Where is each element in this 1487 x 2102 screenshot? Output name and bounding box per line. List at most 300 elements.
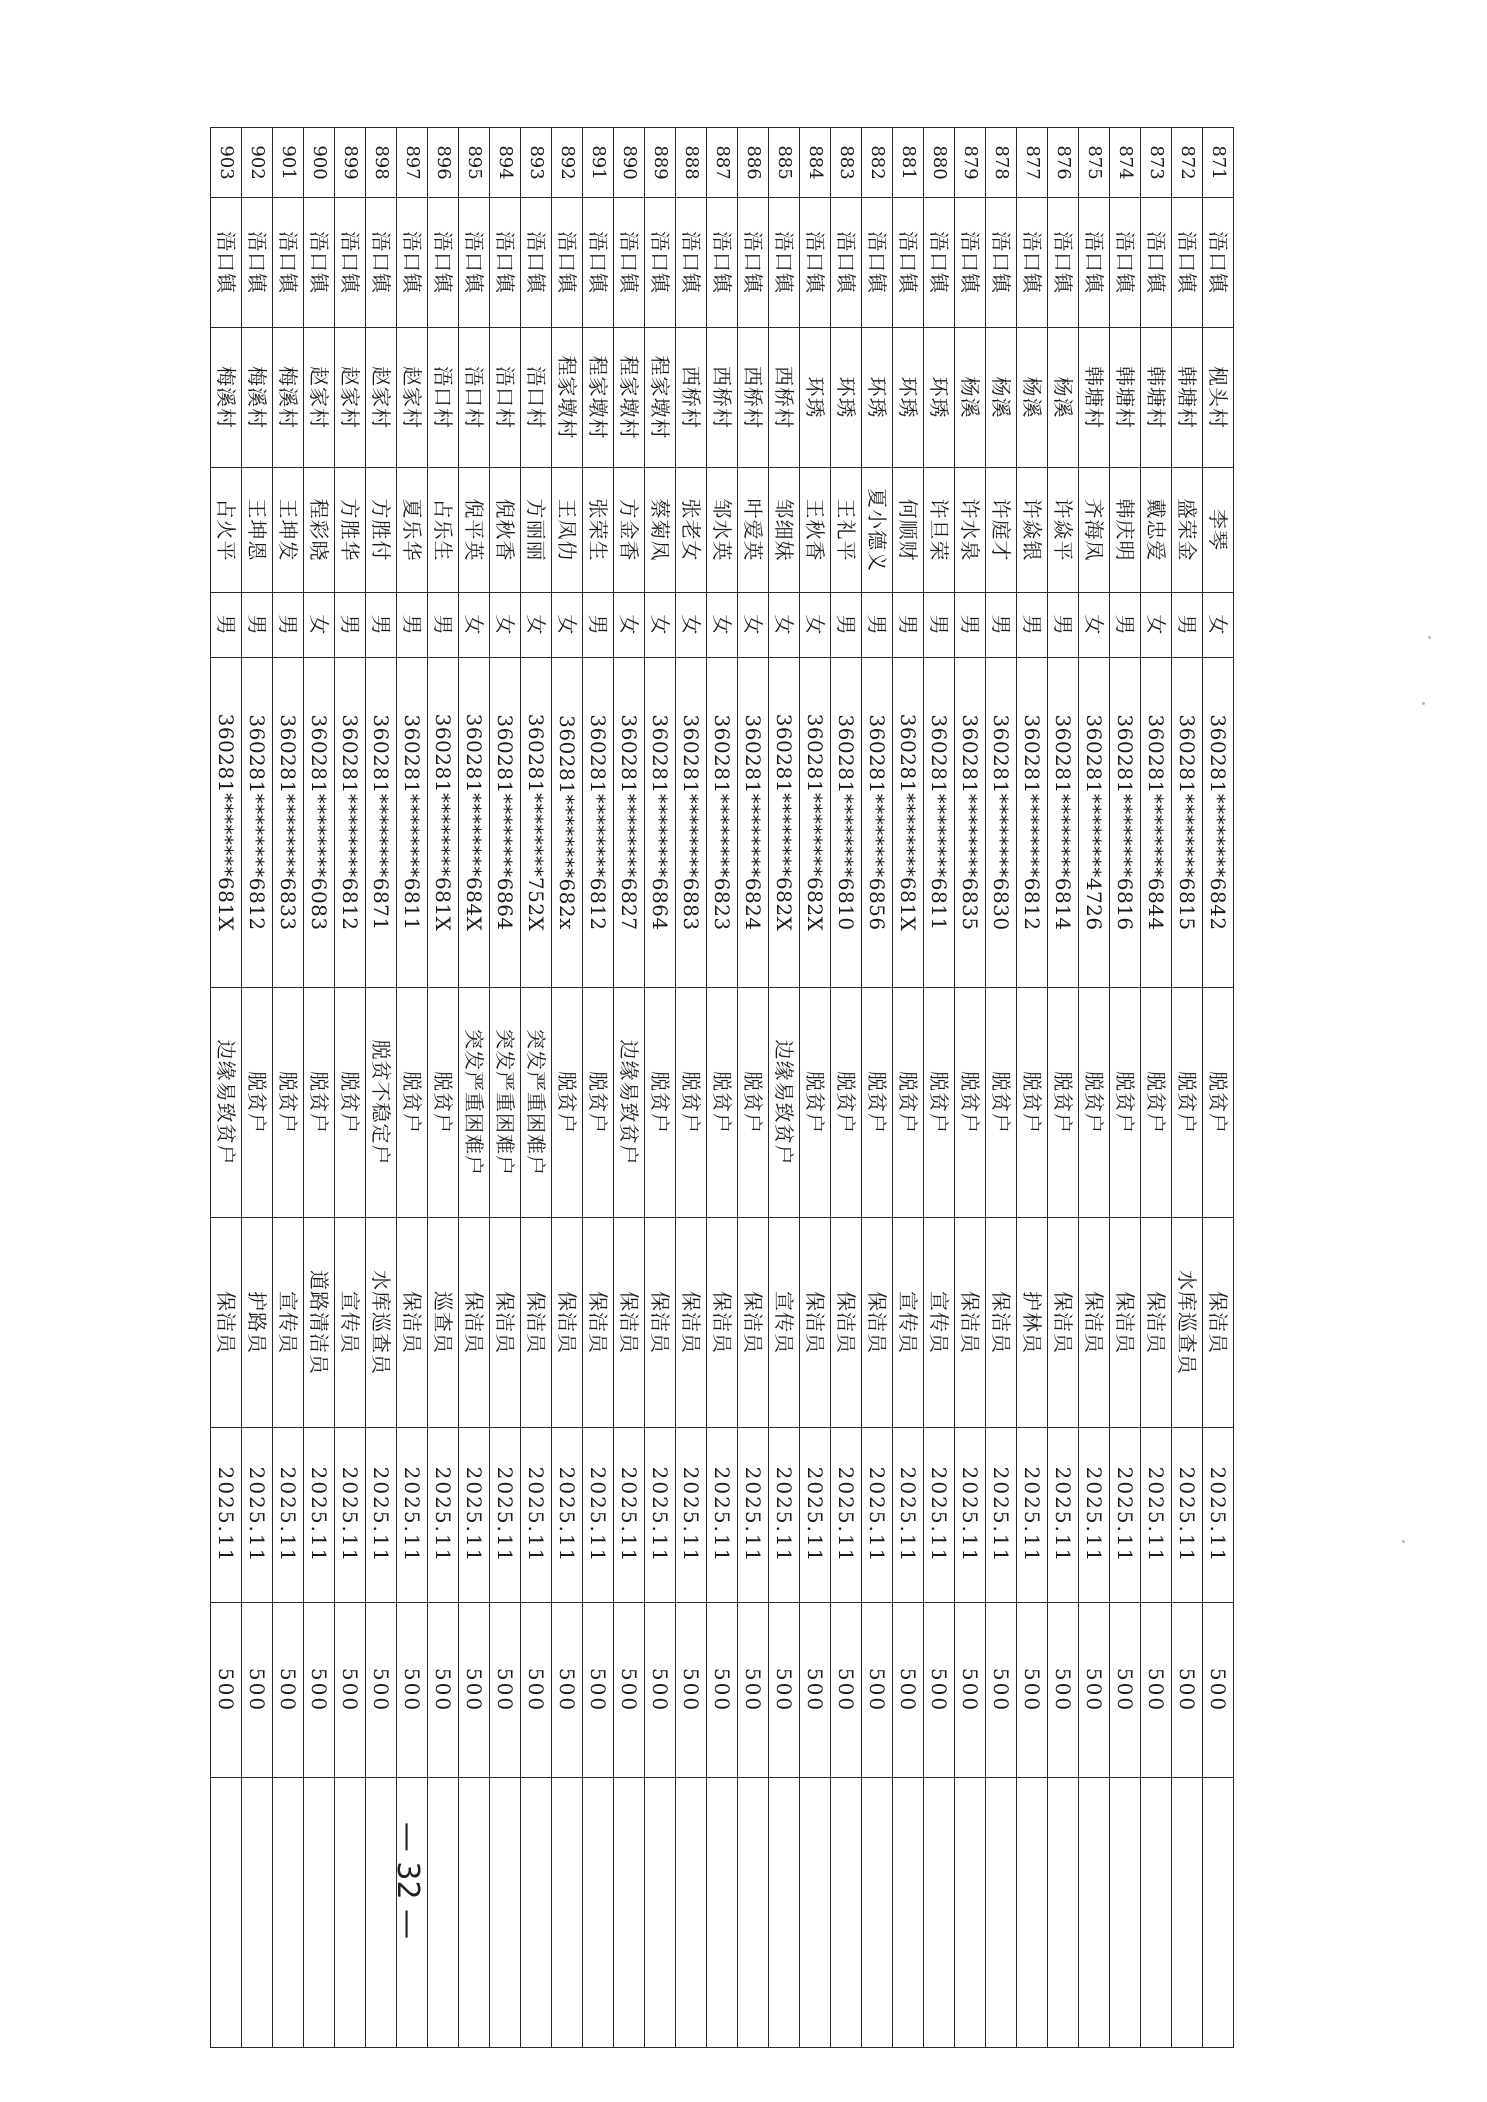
cell-amount: 500 bbox=[366, 1603, 397, 1778]
cell-sex: 男 bbox=[1017, 593, 1048, 658]
table-row bbox=[242, 128, 273, 2048]
cell-town: 浯口镇 bbox=[490, 198, 521, 328]
rotated-table-wrapper bbox=[214, 127, 1234, 2047]
table-row bbox=[521, 128, 552, 2048]
cell-note bbox=[769, 1778, 800, 2048]
cell-name: 王凤仂 bbox=[552, 468, 583, 593]
cell-post: 保洁员 bbox=[490, 1218, 521, 1428]
cell-name: 方胜付 bbox=[366, 468, 397, 593]
cell-note bbox=[459, 1778, 490, 2048]
cell-town: 浯口镇 bbox=[366, 198, 397, 328]
cell-village: 西桥村 bbox=[707, 328, 738, 468]
cell-serial-no: 888 bbox=[676, 128, 707, 198]
cell-sex: 男 bbox=[428, 593, 459, 658]
cell-post: 护林员 bbox=[1017, 1218, 1048, 1428]
cell-name: 何顺财 bbox=[893, 468, 924, 593]
cell-period: 2025.11 bbox=[986, 1428, 1017, 1603]
cell-village: 梅溪村 bbox=[211, 328, 242, 468]
cell-sex: 女 bbox=[521, 593, 552, 658]
cell-serial-no: 877 bbox=[1017, 128, 1048, 198]
cell-serial-no: 903 bbox=[211, 128, 242, 198]
cell-household-type: 脱贫户 bbox=[831, 988, 862, 1218]
table-row bbox=[273, 128, 304, 2048]
cell-amount: 500 bbox=[707, 1603, 738, 1778]
cell-sex: 男 bbox=[893, 593, 924, 658]
cell-household-type: 脱贫户 bbox=[397, 988, 428, 1218]
cell-serial-no: 895 bbox=[459, 128, 490, 198]
cell-amount: 500 bbox=[490, 1603, 521, 1778]
cell-village: 程家墩村 bbox=[614, 328, 645, 468]
cell-name: 占火平 bbox=[211, 468, 242, 593]
cell-household-type: 脱贫户 bbox=[242, 988, 273, 1218]
cell-town: 浯口镇 bbox=[1110, 198, 1141, 328]
cell-sex: 男 bbox=[924, 593, 955, 658]
cell-sex: 男 bbox=[273, 593, 304, 658]
cell-town: 浯口镇 bbox=[707, 198, 738, 328]
cell-amount: 500 bbox=[893, 1603, 924, 1778]
cell-post: 保洁员 bbox=[645, 1218, 676, 1428]
cell-town: 浯口镇 bbox=[831, 198, 862, 328]
cell-household-type: 边缘易致贫户 bbox=[769, 988, 800, 1218]
cell-amount: 500 bbox=[1141, 1603, 1172, 1778]
cell-village: 浯口村 bbox=[490, 328, 521, 468]
table-row bbox=[986, 128, 1017, 2048]
cell-name: 方丽丽 bbox=[521, 468, 552, 593]
cell-amount: 500 bbox=[955, 1603, 986, 1778]
cell-period: 2025.11 bbox=[1172, 1428, 1203, 1603]
cell-post: 保洁员 bbox=[1203, 1218, 1234, 1428]
cell-id-number: 360281********6824 bbox=[738, 658, 769, 988]
cell-sex: 女 bbox=[800, 593, 831, 658]
cell-serial-no: 871 bbox=[1203, 128, 1234, 198]
cell-town: 浯口镇 bbox=[645, 198, 676, 328]
cell-note bbox=[614, 1778, 645, 2048]
table-row bbox=[1141, 128, 1172, 2048]
cell-note bbox=[242, 1778, 273, 2048]
cell-serial-no: 884 bbox=[800, 128, 831, 198]
cell-sex: 男 bbox=[955, 593, 986, 658]
cell-id-number: 360281********6083 bbox=[304, 658, 335, 988]
cell-sex: 男 bbox=[1172, 593, 1203, 658]
cell-name: 许焱银 bbox=[1017, 468, 1048, 593]
cell-period: 2025.11 bbox=[242, 1428, 273, 1603]
table-row bbox=[1203, 128, 1234, 2048]
cell-id-number: 360281********6833 bbox=[273, 658, 304, 988]
cell-period: 2025.11 bbox=[521, 1428, 552, 1603]
cell-note bbox=[490, 1778, 521, 2048]
cell-town: 浯口镇 bbox=[986, 198, 1017, 328]
cell-village: 环琇 bbox=[893, 328, 924, 468]
cell-town: 浯口镇 bbox=[1141, 198, 1172, 328]
cell-post: 宣传员 bbox=[769, 1218, 800, 1428]
cell-post: 保洁员 bbox=[614, 1218, 645, 1428]
cell-note bbox=[707, 1778, 738, 2048]
cell-period: 2025.11 bbox=[924, 1428, 955, 1603]
cell-note bbox=[304, 1778, 335, 2048]
cell-note bbox=[862, 1778, 893, 2048]
cell-note bbox=[521, 1778, 552, 2048]
cell-note bbox=[1110, 1778, 1141, 2048]
cell-amount: 500 bbox=[1017, 1603, 1048, 1778]
cell-id-number: 360281********6814 bbox=[1048, 658, 1079, 988]
cell-period: 2025.11 bbox=[738, 1428, 769, 1603]
cell-household-type: 脱贫户 bbox=[800, 988, 831, 1218]
cell-amount: 500 bbox=[304, 1603, 335, 1778]
cell-amount: 500 bbox=[428, 1603, 459, 1778]
cell-sex: 女 bbox=[769, 593, 800, 658]
cell-amount: 500 bbox=[335, 1603, 366, 1778]
cell-town: 浯口镇 bbox=[893, 198, 924, 328]
cell-serial-no: 897 bbox=[397, 128, 428, 198]
cell-id-number: 360281********6883 bbox=[676, 658, 707, 988]
cell-amount: 500 bbox=[924, 1603, 955, 1778]
table-row bbox=[924, 128, 955, 2048]
cell-sex: 女 bbox=[490, 593, 521, 658]
cell-town: 浯口镇 bbox=[1172, 198, 1203, 328]
cell-period: 2025.11 bbox=[614, 1428, 645, 1603]
cell-post: 宣传员 bbox=[893, 1218, 924, 1428]
cell-household-type: 脱贫不稳定户 bbox=[366, 988, 397, 1218]
cell-town: 浯口镇 bbox=[552, 198, 583, 328]
cell-town: 浯口镇 bbox=[955, 198, 986, 328]
cell-period: 2025.11 bbox=[552, 1428, 583, 1603]
cell-note bbox=[1203, 1778, 1234, 2048]
cell-amount: 500 bbox=[769, 1603, 800, 1778]
cell-name: 许庭才 bbox=[986, 468, 1017, 593]
cell-id-number: 360281********682X bbox=[769, 658, 800, 988]
cell-village: 程家墩村 bbox=[583, 328, 614, 468]
cell-town: 浯口镇 bbox=[1203, 198, 1234, 328]
cell-household-type: 脱贫户 bbox=[1141, 988, 1172, 1218]
cell-amount: 500 bbox=[1203, 1603, 1234, 1778]
cell-amount: 500 bbox=[738, 1603, 769, 1778]
cell-village: 韩塘村 bbox=[1141, 328, 1172, 468]
cell-household-type: 脱贫户 bbox=[738, 988, 769, 1218]
cell-amount: 500 bbox=[397, 1603, 428, 1778]
cell-post: 保洁员 bbox=[211, 1218, 242, 1428]
cell-id-number: 360281********682X bbox=[800, 658, 831, 988]
cell-household-type: 脱贫户 bbox=[1079, 988, 1110, 1218]
cell-period: 2025.11 bbox=[1203, 1428, 1234, 1603]
cell-household-type: 脱贫户 bbox=[1203, 988, 1234, 1218]
cell-sex: 男 bbox=[583, 593, 614, 658]
cell-note bbox=[583, 1778, 614, 2048]
cell-note bbox=[955, 1778, 986, 2048]
cell-town: 浯口镇 bbox=[459, 198, 490, 328]
cell-name: 王礼平 bbox=[831, 468, 862, 593]
cell-serial-no: 878 bbox=[986, 128, 1017, 198]
cell-sex: 男 bbox=[335, 593, 366, 658]
cell-village: 西桥村 bbox=[769, 328, 800, 468]
cell-period: 2025.11 bbox=[490, 1428, 521, 1603]
table-row bbox=[893, 128, 924, 2048]
cell-sex: 男 bbox=[242, 593, 273, 658]
cell-household-type: 脱贫户 bbox=[1048, 988, 1079, 1218]
table-row bbox=[397, 128, 428, 2048]
cell-sex: 女 bbox=[304, 593, 335, 658]
cell-post: 保洁员 bbox=[986, 1218, 1017, 1428]
cell-household-type: 脱贫户 bbox=[428, 988, 459, 1218]
cell-name: 张荣生 bbox=[583, 468, 614, 593]
cell-amount: 500 bbox=[1172, 1603, 1203, 1778]
cell-town: 浯口镇 bbox=[769, 198, 800, 328]
cell-period: 2025.11 bbox=[800, 1428, 831, 1603]
table-row bbox=[676, 128, 707, 2048]
cell-household-type: 脱贫户 bbox=[986, 988, 1017, 1218]
cell-period: 2025.11 bbox=[428, 1428, 459, 1603]
cell-period: 2025.11 bbox=[273, 1428, 304, 1603]
cell-name: 占乐生 bbox=[428, 468, 459, 593]
cell-village: 杨溪 bbox=[1017, 328, 1048, 468]
cell-town: 浯口镇 bbox=[242, 198, 273, 328]
cell-note bbox=[1048, 1778, 1079, 2048]
cell-serial-no: 882 bbox=[862, 128, 893, 198]
cell-household-type: 脱贫户 bbox=[583, 988, 614, 1218]
subsidy-roster-table bbox=[210, 127, 1234, 2048]
cell-village: 赵家村 bbox=[335, 328, 366, 468]
cell-period: 2025.11 bbox=[645, 1428, 676, 1603]
table-row bbox=[862, 128, 893, 2048]
cell-period: 2025.11 bbox=[397, 1428, 428, 1603]
cell-sex: 男 bbox=[862, 593, 893, 658]
cell-id-number: 360281********6871 bbox=[366, 658, 397, 988]
table-row bbox=[645, 128, 676, 2048]
cell-post: 保洁员 bbox=[459, 1218, 490, 1428]
cell-id-number: 360281********6835 bbox=[955, 658, 986, 988]
cell-post: 巡查员 bbox=[428, 1218, 459, 1428]
cell-serial-no: 873 bbox=[1141, 128, 1172, 198]
cell-household-type: 边缘易致贫户 bbox=[211, 988, 242, 1218]
table-row bbox=[1017, 128, 1048, 2048]
cell-village: 浯口村 bbox=[459, 328, 490, 468]
cell-period: 2025.11 bbox=[459, 1428, 490, 1603]
cell-period: 2025.11 bbox=[335, 1428, 366, 1603]
cell-town: 浯口镇 bbox=[738, 198, 769, 328]
cell-post: 宣传员 bbox=[335, 1218, 366, 1428]
table-row bbox=[459, 128, 490, 2048]
cell-serial-no: 901 bbox=[273, 128, 304, 198]
cell-id-number: 360281********6844 bbox=[1141, 658, 1172, 988]
cell-period: 2025.11 bbox=[1048, 1428, 1079, 1603]
cell-household-type: 脱贫户 bbox=[304, 988, 335, 1218]
cell-note bbox=[335, 1778, 366, 2048]
cell-amount: 500 bbox=[831, 1603, 862, 1778]
cell-period: 2025.11 bbox=[211, 1428, 242, 1603]
cell-town: 浯口镇 bbox=[800, 198, 831, 328]
cell-id-number: 360281********6864 bbox=[490, 658, 521, 988]
cell-village: 西桥村 bbox=[738, 328, 769, 468]
cell-note bbox=[676, 1778, 707, 2048]
cell-name: 叶爱英 bbox=[738, 468, 769, 593]
cell-serial-no: 900 bbox=[304, 128, 335, 198]
table-row bbox=[738, 128, 769, 2048]
scan-speck bbox=[1402, 1540, 1405, 1543]
table-region bbox=[214, 127, 1234, 2047]
cell-amount: 500 bbox=[800, 1603, 831, 1778]
cell-town: 浯口镇 bbox=[924, 198, 955, 328]
cell-amount: 500 bbox=[459, 1603, 490, 1778]
cell-serial-no: 885 bbox=[769, 128, 800, 198]
cell-note bbox=[738, 1778, 769, 2048]
cell-note bbox=[893, 1778, 924, 2048]
cell-serial-no: 898 bbox=[366, 128, 397, 198]
scan-speck bbox=[1422, 702, 1425, 705]
cell-name: 戴忠爱 bbox=[1141, 468, 1172, 593]
cell-id-number: 360281********681X bbox=[893, 658, 924, 988]
cell-village: 环琇 bbox=[831, 328, 862, 468]
cell-sex: 女 bbox=[1203, 593, 1234, 658]
cell-name: 倪平英 bbox=[459, 468, 490, 593]
cell-village: 梅溪村 bbox=[242, 328, 273, 468]
cell-period: 2025.11 bbox=[862, 1428, 893, 1603]
table-row bbox=[552, 128, 583, 2048]
cell-town: 浯口镇 bbox=[862, 198, 893, 328]
cell-sex: 男 bbox=[986, 593, 1017, 658]
cell-post: 保洁员 bbox=[676, 1218, 707, 1428]
cell-serial-no: 890 bbox=[614, 128, 645, 198]
cell-serial-no: 875 bbox=[1079, 128, 1110, 198]
cell-name: 盛荣金 bbox=[1172, 468, 1203, 593]
cell-town: 浯口镇 bbox=[335, 198, 366, 328]
cell-serial-no: 892 bbox=[552, 128, 583, 198]
cell-serial-no: 886 bbox=[738, 128, 769, 198]
cell-household-type: 脱贫户 bbox=[862, 988, 893, 1218]
cell-name: 蔡菊凤 bbox=[645, 468, 676, 593]
table-row bbox=[583, 128, 614, 2048]
cell-id-number: 360281********684X bbox=[459, 658, 490, 988]
cell-post: 保洁员 bbox=[1048, 1218, 1079, 1428]
cell-note bbox=[1079, 1778, 1110, 2048]
cell-sex: 男 bbox=[831, 593, 862, 658]
cell-post: 护路员 bbox=[242, 1218, 273, 1428]
table-row bbox=[304, 128, 335, 2048]
cell-note bbox=[1172, 1778, 1203, 2048]
cell-village: 西桥村 bbox=[676, 328, 707, 468]
cell-household-type: 脱贫户 bbox=[335, 988, 366, 1218]
cell-household-type: 脱贫户 bbox=[1172, 988, 1203, 1218]
cell-sex: 女 bbox=[738, 593, 769, 658]
page-number bbox=[368, 1790, 448, 1970]
cell-village: 杨溪 bbox=[986, 328, 1017, 468]
cell-amount: 500 bbox=[645, 1603, 676, 1778]
cell-period: 2025.11 bbox=[583, 1428, 614, 1603]
table-row bbox=[211, 128, 242, 2048]
cell-village: 环琇 bbox=[924, 328, 955, 468]
cell-town: 浯口镇 bbox=[304, 198, 335, 328]
cell-period: 2025.11 bbox=[707, 1428, 738, 1603]
cell-period: 2025.11 bbox=[1017, 1428, 1048, 1603]
table-row bbox=[1048, 128, 1079, 2048]
table-row bbox=[614, 128, 645, 2048]
cell-town: 浯口镇 bbox=[273, 198, 304, 328]
cell-note bbox=[800, 1778, 831, 2048]
cell-period: 2025.11 bbox=[831, 1428, 862, 1603]
cell-village: 韩塘村 bbox=[1172, 328, 1203, 468]
cell-name: 王坤发 bbox=[273, 468, 304, 593]
cell-serial-no: 879 bbox=[955, 128, 986, 198]
cell-period: 2025.11 bbox=[1141, 1428, 1172, 1603]
cell-id-number: 360281********6827 bbox=[614, 658, 645, 988]
cell-serial-no: 880 bbox=[924, 128, 955, 198]
table-row bbox=[366, 128, 397, 2048]
cell-amount: 500 bbox=[1048, 1603, 1079, 1778]
cell-sex: 女 bbox=[614, 593, 645, 658]
cell-name: 夏小德义 bbox=[862, 468, 893, 593]
cell-sex: 女 bbox=[1079, 593, 1110, 658]
cell-name: 方金香 bbox=[614, 468, 645, 593]
cell-post: 道路清洁员 bbox=[304, 1218, 335, 1428]
cell-household-type: 脱贫户 bbox=[273, 988, 304, 1218]
cell-town: 浯口镇 bbox=[614, 198, 645, 328]
cell-period: 2025.11 bbox=[304, 1428, 335, 1603]
cell-sex: 男 bbox=[397, 593, 428, 658]
cell-period: 2025.11 bbox=[366, 1428, 397, 1603]
cell-post: 保洁员 bbox=[1110, 1218, 1141, 1428]
table-row bbox=[335, 128, 366, 2048]
cell-amount: 500 bbox=[273, 1603, 304, 1778]
cell-sex: 女 bbox=[552, 593, 583, 658]
cell-sex: 男 bbox=[366, 593, 397, 658]
cell-post: 保洁员 bbox=[955, 1218, 986, 1428]
table-row bbox=[707, 128, 738, 2048]
cell-note bbox=[924, 1778, 955, 2048]
cell-id-number: 360281********6842 bbox=[1203, 658, 1234, 988]
cell-village: 浯口村 bbox=[428, 328, 459, 468]
table-row bbox=[490, 128, 521, 2048]
cell-serial-no: 874 bbox=[1110, 128, 1141, 198]
cell-post: 水库巡查员 bbox=[366, 1218, 397, 1428]
cell-amount: 500 bbox=[552, 1603, 583, 1778]
cell-village: 赵家村 bbox=[304, 328, 335, 468]
cell-name: 邹水英 bbox=[707, 468, 738, 593]
cell-name: 夏乐华 bbox=[397, 468, 428, 593]
cell-post: 保洁员 bbox=[1079, 1218, 1110, 1428]
cell-id-number: 360281********681X bbox=[428, 658, 459, 988]
cell-name: 方胜华 bbox=[335, 468, 366, 593]
cell-town: 浯口镇 bbox=[1017, 198, 1048, 328]
cell-name: 李琴 bbox=[1203, 468, 1234, 593]
cell-period: 2025.11 bbox=[893, 1428, 924, 1603]
table-row bbox=[769, 128, 800, 2048]
cell-post: 保洁员 bbox=[707, 1218, 738, 1428]
cell-household-type: 脱贫户 bbox=[645, 988, 676, 1218]
cell-sex: 女 bbox=[645, 593, 676, 658]
cell-sex: 男 bbox=[1048, 593, 1079, 658]
cell-household-type: 脱贫户 bbox=[676, 988, 707, 1218]
cell-note bbox=[552, 1778, 583, 2048]
cell-household-type: 脱贫户 bbox=[1110, 988, 1141, 1218]
cell-amount: 500 bbox=[676, 1603, 707, 1778]
cell-post: 宣传员 bbox=[924, 1218, 955, 1428]
cell-id-number: 360281********6823 bbox=[707, 658, 738, 988]
cell-village: 赵家村 bbox=[366, 328, 397, 468]
cell-household-type: 脱贫户 bbox=[924, 988, 955, 1218]
cell-village: 浯口村 bbox=[521, 328, 552, 468]
cell-village: 环琇 bbox=[800, 328, 831, 468]
cell-amount: 500 bbox=[862, 1603, 893, 1778]
cell-name: 邹细妹 bbox=[769, 468, 800, 593]
cell-serial-no: 881 bbox=[893, 128, 924, 198]
cell-village: 杨溪 bbox=[1048, 328, 1079, 468]
cell-note bbox=[645, 1778, 676, 2048]
cell-serial-no: 893 bbox=[521, 128, 552, 198]
table-row bbox=[1079, 128, 1110, 2048]
cell-town: 浯口镇 bbox=[583, 198, 614, 328]
cell-sex: 女 bbox=[459, 593, 490, 658]
cell-village: 程家墩村 bbox=[645, 328, 676, 468]
cell-id-number: 360281********4726 bbox=[1079, 658, 1110, 988]
cell-amount: 500 bbox=[1079, 1603, 1110, 1778]
